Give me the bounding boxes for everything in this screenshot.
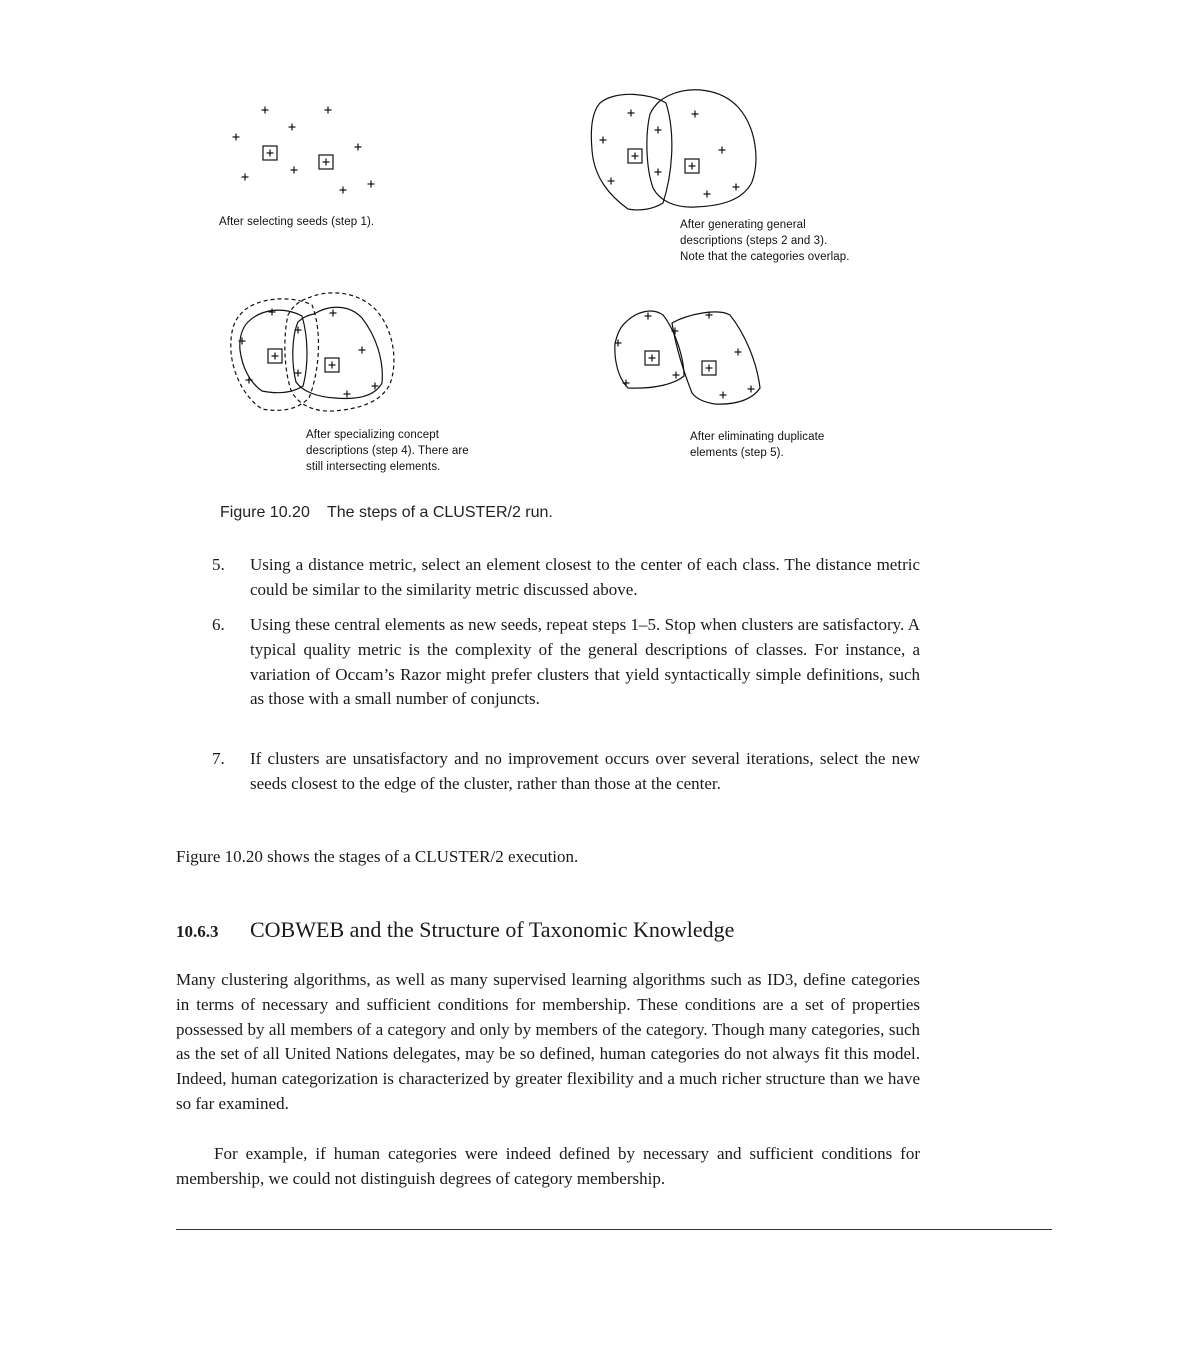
plus-point-icon — [719, 147, 726, 154]
cluster2-figure — [0, 0, 1200, 500]
caption-line: descriptions (steps 2 and 3). — [680, 235, 828, 247]
plus-point-icon — [655, 127, 662, 134]
section-title: COBWEB and the Structure of Taxonomic Knowledge — [250, 917, 735, 942]
caption-line: After generating general — [680, 219, 806, 231]
step-text: Using these central elements as new seeds, repeat steps 1–5. Stop when clusters are satisfactory. A typical quality metric is the complexity of the general descriptions of classes. For instance, a variation of Occam’s Razor might prefer clusters that yield syntactically simple definitions, such as those with a small number of conjuncts. — [250, 615, 920, 709]
panel-4-caption — [690, 429, 824, 461]
list-item — [212, 553, 920, 603]
plus-point-icon — [262, 107, 269, 114]
plus-point-icon — [735, 349, 742, 356]
plus-point-icon — [720, 392, 727, 399]
plus-point-icon — [340, 187, 347, 194]
body-paragraph: For example, if human categories were indeed defined by necessary and sufficient conditions for membership, we could not distinguish degrees of category membership. — [176, 1144, 920, 1188]
boxed-plus-seed-icon — [268, 349, 282, 363]
panel-3-specialized-descriptions — [231, 293, 394, 411]
plus-point-icon — [289, 124, 296, 131]
caption-line: elements (step 5). — [690, 447, 784, 459]
plus-point-icon — [295, 370, 302, 377]
plus-point-icon — [673, 372, 680, 379]
cluster-boundary-right — [672, 312, 760, 404]
plus-point-icon — [623, 380, 630, 387]
panel-2-general-descriptions — [591, 90, 756, 210]
summary-paragraph: Figure 10.20 shows the stages of a CLUSTER/2 execution. — [176, 847, 579, 866]
footer-rule — [176, 1229, 1052, 1230]
boxed-plus-seed-icon — [263, 146, 277, 160]
plus-point-icon — [733, 184, 740, 191]
caption-line: After selecting seeds (step 1). — [219, 216, 375, 228]
panel-2-caption — [680, 217, 850, 265]
boxed-plus-seed-icon — [628, 149, 642, 163]
list-item — [212, 747, 920, 797]
panel-3-caption — [306, 427, 469, 475]
plus-point-icon — [368, 181, 375, 188]
plus-point-icon — [600, 137, 607, 144]
dashed-general-boundary-right — [285, 293, 394, 411]
panel-1-caption — [219, 214, 374, 230]
section-heading — [176, 917, 734, 943]
plus-point-icon — [233, 134, 240, 141]
plus-point-icon — [242, 174, 249, 181]
plus-point-icon — [246, 377, 253, 384]
figure-number: Figure 10.20 — [220, 504, 310, 521]
step-text: Using a distance metric, select an element closest to the center of each class. The distance metric could be similar to the similarity metric discussed above. — [250, 555, 920, 599]
cluster-boundary-right — [293, 307, 383, 398]
caption-line: descriptions (step 4). There are — [306, 445, 469, 457]
plus-point-icon — [748, 386, 755, 393]
plus-point-icon — [359, 347, 366, 354]
caption-line: still intersecting elements. — [306, 461, 441, 473]
panel-1-seeds — [233, 107, 375, 194]
boxed-plus-seed-icon — [702, 361, 716, 375]
plus-point-icon — [628, 110, 635, 117]
section-number: 10.6.3 — [176, 922, 219, 941]
caption-line: After specializing concept — [306, 429, 440, 441]
plus-point-icon — [325, 107, 332, 114]
step-number: 6. — [212, 615, 225, 634]
boxed-plus-seed-icon — [645, 351, 659, 365]
list-item — [212, 613, 920, 712]
caption-line: After eliminating duplicate — [690, 431, 825, 443]
boxed-plus-seed-icon — [685, 159, 699, 173]
plus-point-icon — [645, 313, 652, 320]
plus-point-icon — [655, 169, 662, 176]
plus-point-icon — [704, 191, 711, 198]
boxed-plus-seed-icon — [319, 155, 333, 169]
cluster-boundary-right — [647, 90, 756, 207]
body-paragraph: Many clustering algorithms, as well as many supervised learning algorithms such as ID3, define categories in terms of necessary and sufficient conditions for membership. These conditions are a set of properties possessed by all members of a category and only by members of the category. Though many categories, such as the set of all United Nations delegates, may be so defined, human categories do not always fit this model. Indeed, human categorization is characterized by greater flexibility and a much richer structure than we have so far examined. — [176, 970, 920, 1113]
plus-point-icon — [344, 391, 351, 398]
plus-point-icon — [291, 167, 298, 174]
caption-line: Note that the categories overlap. — [680, 251, 850, 263]
plus-point-icon — [269, 309, 276, 316]
plus-point-icon — [355, 144, 362, 151]
boxed-plus-seed-icon — [325, 358, 339, 372]
figure-caption — [220, 504, 553, 522]
plus-point-icon — [330, 310, 337, 317]
plus-point-icon — [608, 178, 615, 185]
step-number: 5. — [212, 555, 225, 574]
figure-title: The steps of a CLUSTER/2 run. — [327, 504, 553, 521]
step-text: If clusters are unsatisfactory and no improvement occurs over several iterations, select the new seeds closest to the edge of the cluster, rather than those at the center. — [250, 749, 920, 793]
panel-4-duplicates-eliminated — [615, 311, 761, 404]
plus-point-icon — [692, 111, 699, 118]
step-number: 7. — [212, 749, 225, 768]
